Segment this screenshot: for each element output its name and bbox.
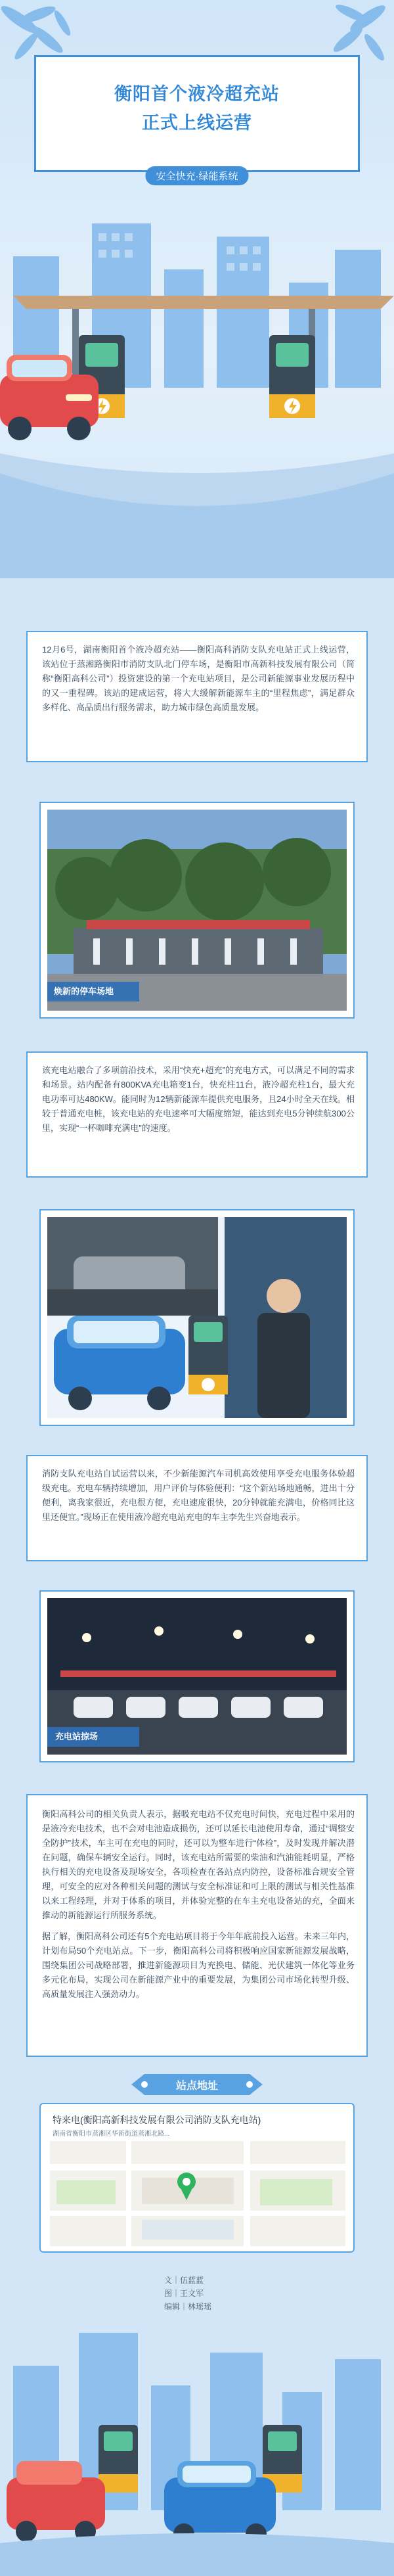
photo-frame [39, 1590, 355, 1762]
credit-editor: 编辑｜林瑶瑶 [164, 2302, 212, 2311]
photo-frame [39, 1209, 355, 1426]
trial-paragraph: 消防支队充电站自试运营以来，不少新能源汽车司机高效使用享受充电服务体验超级充电。充电车辆持续增加，用户评价与体验便利：“这个新站场地通畅，进出十分便利，离我家很近，充电很方便，充电速度很快，20分钟就能充满电，价格同比这里还便宜。”现场正在使用液冷超充电站充电的车主李先生兴奋地表示。 [42, 1469, 355, 1522]
footer-illustration [0, 2326, 394, 2576]
tagline-badge: 安全快充·绿能系统 [146, 166, 249, 185]
station-address: 湖南省衡阳市蒸湘区华新街道蒸湘北路... [53, 2130, 170, 2138]
company-paragraph-1: 衡阳高科公司的相关负责人表示，据吸充电站不仅充电时间快，充电过程中采用的是液冷充电技术，也不会对电池造成损伤，还可以延长电池使用寿命，通过“调整安全防护”技术，车主可在充电的同时，还可以为整车进行“体检”，及时发现并解决潜在问题，确保车辆安全运行。同时，该充电站所需要的柴油和汽油能耗明显，严格执行相关的充电设备及现场安全，各项检查在各站点内防控，设备标准合规安全管理，可安全的应对各种相关问题的测试与安全标准证和可上限的测试与相关性基准以来工程经理，并对于体系的项目，并体验完整的在车主充电设备站的充，全面来推动的新能源运行所服务系统。 [42, 1809, 355, 1920]
charging-photo-collage [47, 1217, 347, 1418]
title-box [34, 55, 360, 182]
station-card [26, 1051, 368, 1178]
photo-caption: 充电站掠场 [55, 1732, 98, 1741]
photo-caption: 焕新的停车场地 [54, 986, 114, 996]
credits [164, 2274, 243, 2313]
page-title-line1: 衡阳首个液冷超充站 [114, 84, 280, 104]
address-badge-label: 站点地址 [175, 2081, 218, 2092]
location-map[interactable] [50, 2141, 345, 2246]
trial-card [26, 1455, 368, 1561]
charging-station-illustration [0, 197, 394, 578]
map-card[interactable] [39, 2103, 355, 2253]
photo-frame [39, 802, 355, 1019]
company-card [26, 1794, 368, 2057]
page-title-line2: 正式上线运营 [142, 113, 252, 133]
intro-paragraph: 12月6号，湖南衡阳首个液冷超充站——衡阳高科消防支队充电站正式上线运营，该站位于蒸湘路衡阳市消防支队北门停车场，是衡阳市高新科技发展有限公司（简称“衡阳高科公司”）投资建设的第一个充电站项目，是公司新能源事业发展历程中的又一重程碑。该站的建成运营，将大大缓解新能源车主的“里程焦虑”，满足群众多样化、高品质出行服务需求，助力城市绿色高质量发展。 [42, 645, 355, 712]
parking-lot-photo [47, 810, 347, 1011]
station-paragraph: 该充电站融合了多项前沿技术，采用“快充+超充”的充电方式，可以满足不同的需求和场景。站内配备有800KVA充电箱变1台，快充柱11台，液冷超充柱1台，最大充电功率可达480KW。能同时为12辆新能源车提供充电服务，且24小时全天在线。相较于普通充电桩，该充电站的充电速率可大幅度缩短，能达到充电5分钟续航300公里，实现“一杯咖啡充满电”的速度。 [42, 1065, 355, 1133]
intro-card [26, 631, 368, 762]
credit-author: 文｜伍蓝蓝 [164, 2276, 204, 2285]
company-paragraph-2: 据了解，衡阳高科公司还有5个充电站项目将于今年年底前投入运营。未来三年内，计划布局50个充电站点。下一步，衡阳高科公司将积极响应国家新能源发展战略，围绕集团公司战略部署，推进新能源项目为充换电、储能、光伏建筑一体化等业务多元化布局，实现公司在新能源产业中的重要发展，为集团公司市场化转型升级、高质量发展注入强劲动力。 [42, 1931, 355, 1999]
address-badge [131, 2070, 263, 2099]
station-name: 特来电(衡阳高新科技发展有限公司消防支队充电站) [53, 2115, 261, 2125]
hero-banner [0, 0, 394, 578]
credit-photo: 图｜王文军 [164, 2289, 204, 2298]
